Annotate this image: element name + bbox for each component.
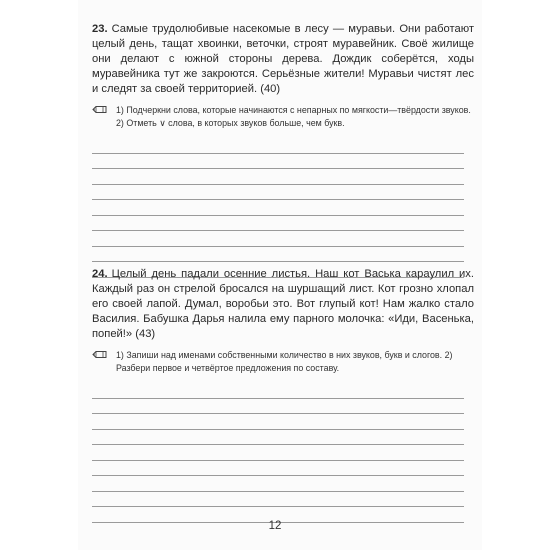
writing-line[interactable] xyxy=(92,216,464,232)
writing-line[interactable] xyxy=(92,138,464,154)
writing-line[interactable] xyxy=(92,461,464,477)
exercise-body: Целый день падали осенние листья. Наш кот Васька караулил их. Каждый раз он стрелой бросался на шуршащий лист. Кот грозно хлопал его своей лапой. Думал, воробьи это. Вот глупый кот! Нам жалко стало Василия. Бабушка Дарья налила ему парного молочка: «Иди, Васенька, попей!» (43) xyxy=(92,268,474,341)
writing-line[interactable] xyxy=(92,154,464,170)
exercise-text xyxy=(92,22,474,97)
exercise-number: 24. xyxy=(92,268,108,280)
writing-line[interactable] xyxy=(92,185,464,201)
writing-line[interactable] xyxy=(92,231,464,247)
exercise-body: Самые трудолюбивые насекомые в лесу — муравьи. Они работают целый день, тащат хвоинки, веточки, строят муравейник. Своё жилище они делают с южной стороны дерева. Дождик соберётся, ходы муравейника тут же закроются. Серьёзные жители! Муравьи чистят лес и следят за своей территорией. (40) xyxy=(92,23,474,96)
exercise-task xyxy=(92,104,474,129)
writing-lines[interactable] xyxy=(92,138,474,278)
writing-line[interactable] xyxy=(92,414,464,430)
writing-line[interactable] xyxy=(92,430,464,446)
writing-line[interactable] xyxy=(92,492,464,508)
pencil-icon xyxy=(92,105,108,114)
exercise-text xyxy=(92,267,474,342)
writing-line[interactable] xyxy=(92,383,464,399)
writing-line[interactable] xyxy=(92,476,464,492)
writing-line[interactable] xyxy=(92,169,464,185)
exercise-number: 23. xyxy=(92,23,108,35)
task-text: 1) Подчеркни слова, которые начинаются с непарных по мягкости—твёрдости звуков. 2) Отметь ∨ слова, в которых звуков больше, чем букв. xyxy=(116,105,471,128)
exercise-24 xyxy=(92,267,474,523)
writing-lines[interactable] xyxy=(92,383,474,523)
task-text: 1) Запиши над именами собственными количество в них звуков, букв и слогов. 2) Разбери первое и четвёртое предложения по составу. xyxy=(116,350,453,373)
exercise-23 xyxy=(92,22,474,278)
writing-line[interactable] xyxy=(92,445,464,461)
writing-line[interactable] xyxy=(92,200,464,216)
exercise-task xyxy=(92,349,474,374)
writing-line[interactable] xyxy=(92,399,464,415)
pencil-icon xyxy=(92,350,108,359)
page-number: 12 xyxy=(268,520,282,532)
writing-line[interactable] xyxy=(92,247,464,263)
